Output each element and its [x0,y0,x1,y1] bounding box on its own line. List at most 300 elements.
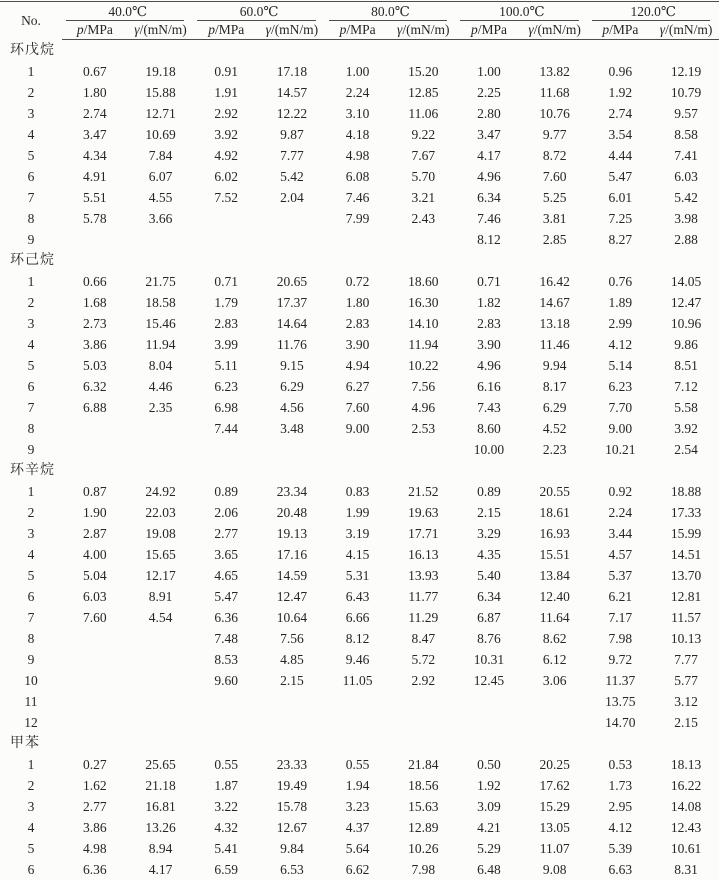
table-row [0,502,719,523]
pressure-value-cell: 2.83 [456,313,522,334]
p-symbol: p [471,22,478,37]
surface-tension-value-cell: 11.76 [259,334,325,355]
section-row [0,460,719,481]
section-label: 环辛烷 [0,460,719,481]
table-row [0,796,719,817]
surface-tension-value-cell: 19.08 [128,523,194,544]
surface-tension-value-cell: 7.56 [259,628,325,649]
surface-tension-value-cell: 11.57 [653,607,719,628]
pressure-value-cell: 0.96 [588,61,654,82]
surface-tension-value-cell: 9.22 [390,124,456,145]
surface-tension-value-cell: 2.04 [259,187,325,208]
row-number: 1 [0,754,62,775]
surface-tension-value-cell: 19.63 [390,502,456,523]
surface-tension-value-cell: 25.65 [128,754,194,775]
surface-tension-value-cell: 14.10 [390,313,456,334]
pressure-value-cell: 5.51 [62,187,128,208]
temp-header-60c: 60.0℃ [193,2,324,22]
row-number: 3 [0,313,62,334]
pressure-value-cell: 11.05 [325,670,391,691]
pressure-value-cell: 0.87 [62,481,128,502]
gamma-unit: /(mN/m) [271,22,318,37]
surface-tension-value-cell: 8.04 [128,355,194,376]
pressure-value-cell: 6.03 [62,586,128,607]
pressure-value-cell: 8.12 [456,229,522,250]
pressure-value-cell: 1.80 [62,82,128,103]
surface-tension-value-cell: 6.03 [653,166,719,187]
pressure-value-cell: 2.24 [325,82,391,103]
surface-tension-header [128,21,194,40]
surface-tension-value-cell: 16.22 [653,775,719,796]
table-row [0,565,719,586]
table-row [0,376,719,397]
p-unit: /MPa [478,22,507,37]
pressure-value-cell: 6.21 [588,586,654,607]
pressure-value-cell: 4.92 [193,145,259,166]
pressure-value-cell: 1.99 [325,502,391,523]
row-number: 10 [0,670,62,691]
column-header-no: No. [0,2,62,40]
table-row [0,712,719,733]
pressure-value-cell: 0.55 [193,754,259,775]
surface-tension-value-cell [128,670,194,691]
pressure-value-cell: 1.00 [325,61,391,82]
pressure-value-cell [325,229,391,250]
pressure-value-cell: 4.96 [456,166,522,187]
table-row [0,166,719,187]
surface-tension-value-cell: 17.71 [390,523,456,544]
table-row [0,544,719,565]
pressure-value-cell: 1.80 [325,292,391,313]
surface-tension-value-cell: 4.85 [259,649,325,670]
pressure-value-cell: 5.64 [325,838,391,859]
pressure-value-cell: 1.73 [588,775,654,796]
surface-tension-value-cell: 7.98 [390,859,456,880]
surface-tension-value-cell: 2.23 [522,439,588,460]
pressure-value-cell: 6.87 [456,607,522,628]
surface-tension-header [390,21,456,40]
pressure-value-cell: 2.74 [588,103,654,124]
row-number: 4 [0,334,62,355]
row-number: 1 [0,61,62,82]
pressure-value-cell: 5.11 [193,355,259,376]
surface-tension-value-cell: 14.51 [653,544,719,565]
surface-tension-value-cell [128,439,194,460]
gamma-symbol: γ [134,22,139,37]
surface-tension-value-cell [128,712,194,733]
pressure-value-cell: 5.78 [62,208,128,229]
surface-tension-value-cell: 12.47 [653,292,719,313]
row-number: 3 [0,103,62,124]
surface-tension-value-cell: 17.33 [653,502,719,523]
gamma-unit: /(mN/m) [534,22,581,37]
table-row [0,61,719,82]
pressure-value-cell: 4.37 [325,817,391,838]
pressure-header [588,21,654,40]
surface-tension-value-cell: 3.12 [653,691,719,712]
pressure-value-cell [325,439,391,460]
surface-tension-value-cell: 12.85 [390,82,456,103]
surface-tension-value-cell: 12.47 [259,586,325,607]
pressure-value-cell: 3.86 [62,334,128,355]
pressure-value-cell: 9.72 [588,649,654,670]
surface-tension-value-cell: 18.60 [390,271,456,292]
surface-tension-value-cell: 7.77 [653,649,719,670]
surface-tension-value-cell: 8.31 [653,859,719,880]
surface-tension-value-cell: 3.21 [390,187,456,208]
surface-tension-value-cell: 14.57 [259,82,325,103]
pressure-value-cell: 6.98 [193,397,259,418]
table-row [0,418,719,439]
pressure-value-cell: 3.92 [193,124,259,145]
surface-tension-value-cell: 17.62 [522,775,588,796]
surface-tension-value-cell [128,649,194,670]
surface-tension-value-cell [128,418,194,439]
surface-tension-value-cell: 10.64 [259,607,325,628]
row-number: 6 [0,859,62,880]
pressure-value-cell: 2.77 [193,523,259,544]
surface-tension-value-cell: 10.79 [653,82,719,103]
table-row [0,145,719,166]
surface-tension-value-cell: 12.17 [128,565,194,586]
surface-tension-value-cell: 19.13 [259,523,325,544]
pressure-value-cell: 1.82 [456,292,522,313]
row-number: 12 [0,712,62,733]
pressure-value-cell: 4.12 [588,334,654,355]
surface-tension-value-cell: 3.66 [128,208,194,229]
section-row [0,733,719,754]
surface-tension-value-cell: 18.88 [653,481,719,502]
surface-tension-value-cell: 15.46 [128,313,194,334]
row-number: 8 [0,418,62,439]
pressure-value-cell: 7.46 [456,208,522,229]
pressure-value-cell: 6.59 [193,859,259,880]
pressure-value-cell: 0.71 [456,271,522,292]
surface-tension-value-cell: 18.56 [390,775,456,796]
surface-tension-value-cell: 12.22 [259,103,325,124]
surface-tension-value-cell: 8.17 [522,376,588,397]
header-row-temperatures [0,2,719,22]
surface-tension-value-cell: 11.94 [128,334,194,355]
pressure-value-cell: 7.25 [588,208,654,229]
row-number: 9 [0,439,62,460]
surface-tension-value-cell: 16.81 [128,796,194,817]
pressure-value-cell: 0.50 [456,754,522,775]
pressure-value-cell: 3.09 [456,796,522,817]
surface-tension-value-cell: 8.62 [522,628,588,649]
table-row [0,292,719,313]
pressure-value-cell: 14.70 [588,712,654,733]
pressure-value-cell [325,691,391,712]
pressure-value-cell: 1.91 [193,82,259,103]
pressure-value-cell: 4.00 [62,544,128,565]
pressure-value-cell: 6.32 [62,376,128,397]
row-number: 5 [0,838,62,859]
pressure-value-cell: 2.25 [456,82,522,103]
pressure-value-cell: 7.44 [193,418,259,439]
pressure-value-cell: 1.00 [456,61,522,82]
pressure-value-cell: 3.86 [62,817,128,838]
pressure-value-cell: 1.62 [62,775,128,796]
pressure-header [325,21,391,40]
p-unit: /MPa [84,22,113,37]
pressure-value-cell: 2.15 [456,502,522,523]
surface-tension-value-cell: 10.26 [390,838,456,859]
pressure-value-cell: 8.12 [325,628,391,649]
surface-tension-value-cell: 13.26 [128,817,194,838]
surface-tension-value-cell: 10.13 [653,628,719,649]
row-number: 6 [0,586,62,607]
pressure-value-cell: 0.71 [193,271,259,292]
pressure-value-cell: 1.87 [193,775,259,796]
gamma-symbol: γ [528,22,533,37]
pressure-value-cell: 3.29 [456,523,522,544]
pressure-value-cell: 6.34 [456,187,522,208]
surface-tension-value-cell: 23.33 [259,754,325,775]
table-row [0,754,719,775]
surface-tension-value-cell: 2.92 [390,670,456,691]
surface-tension-value-cell: 12.71 [128,103,194,124]
surface-tension-value-cell: 2.54 [653,439,719,460]
pressure-value-cell: 2.92 [193,103,259,124]
pressure-value-cell: 4.21 [456,817,522,838]
pressure-value-cell: 5.03 [62,355,128,376]
pressure-value-cell [62,418,128,439]
pressure-value-cell: 2.77 [62,796,128,817]
pressure-value-cell: 13.75 [588,691,654,712]
row-number: 7 [0,607,62,628]
surface-tension-value-cell: 11.64 [522,607,588,628]
pressure-value-cell: 11.37 [588,670,654,691]
pressure-value-cell: 2.95 [588,796,654,817]
pressure-value-cell: 0.53 [588,754,654,775]
table-row [0,439,719,460]
surface-tension-value-cell [259,229,325,250]
surface-tension-value-cell: 2.88 [653,229,719,250]
table-row [0,124,719,145]
pressure-value-cell: 0.83 [325,481,391,502]
pressure-value-cell: 4.98 [325,145,391,166]
pressure-header [62,21,128,40]
table-row [0,397,719,418]
surface-tension-value-cell: 5.72 [390,649,456,670]
pressure-value-cell: 0.89 [193,481,259,502]
surface-tension-value-cell: 15.51 [522,544,588,565]
surface-tension-value-cell: 10.69 [128,124,194,145]
pressure-value-cell: 10.31 [456,649,522,670]
pressure-value-cell: 2.87 [62,523,128,544]
pressure-value-cell: 3.90 [456,334,522,355]
table-body [0,40,719,880]
pressure-value-cell: 2.06 [193,502,259,523]
header-row-units [0,21,719,40]
row-number: 2 [0,502,62,523]
surface-tension-value-cell: 11.29 [390,607,456,628]
surface-tension-value-cell: 9.08 [522,859,588,880]
surface-tension-value-cell: 15.88 [128,82,194,103]
p-symbol: p [602,22,609,37]
surface-tension-value-cell: 13.70 [653,565,719,586]
pressure-value-cell: 5.14 [588,355,654,376]
table-row [0,355,719,376]
surface-tension-value-cell: 2.15 [653,712,719,733]
p-symbol: p [77,22,84,37]
surface-tension-value-cell: 9.57 [653,103,719,124]
pressure-value-cell: 6.36 [62,859,128,880]
row-number: 2 [0,82,62,103]
row-number: 7 [0,397,62,418]
pressure-value-cell: 6.43 [325,586,391,607]
pressure-value-cell: 1.92 [456,775,522,796]
table-row [0,208,719,229]
surface-tension-value-cell: 14.64 [259,313,325,334]
pressure-value-cell: 6.27 [325,376,391,397]
gamma-symbol: γ [660,22,665,37]
surface-tension-value-cell: 4.52 [522,418,588,439]
pressure-value-cell: 4.12 [588,817,654,838]
surface-tension-value-cell: 15.78 [259,796,325,817]
surface-tension-value-cell: 15.20 [390,61,456,82]
pressure-value-cell: 8.60 [456,418,522,439]
surface-tension-value-cell: 22.03 [128,502,194,523]
pressure-value-cell: 6.01 [588,187,654,208]
pressure-value-cell: 0.76 [588,271,654,292]
pressure-value-cell: 5.31 [325,565,391,586]
row-number: 1 [0,481,62,502]
pressure-value-cell [62,691,128,712]
surface-tension-value-cell: 2.35 [128,397,194,418]
pressure-value-cell: 3.99 [193,334,259,355]
surface-tension-value-cell: 14.59 [259,565,325,586]
surface-tension-value-cell: 7.84 [128,145,194,166]
surface-tension-value-cell: 4.56 [259,397,325,418]
section-row [0,250,719,271]
row-number: 4 [0,817,62,838]
surface-tension-header [653,21,719,40]
pressure-value-cell: 4.91 [62,166,128,187]
p-symbol: p [208,22,215,37]
pressure-value-cell: 7.17 [588,607,654,628]
pressure-value-cell: 4.32 [193,817,259,838]
pressure-value-cell: 0.66 [62,271,128,292]
row-number: 7 [0,187,62,208]
pressure-value-cell: 9.00 [588,418,654,439]
pressure-value-cell: 3.44 [588,523,654,544]
pressure-value-cell [325,712,391,733]
pressure-value-cell: 4.15 [325,544,391,565]
table-row [0,313,719,334]
pressure-value-cell: 2.80 [456,103,522,124]
surface-tension-value-cell [128,229,194,250]
surface-tension-value-cell: 19.18 [128,61,194,82]
table-row [0,775,719,796]
surface-tension-value-cell: 8.47 [390,628,456,649]
surface-tension-value-cell: 11.06 [390,103,456,124]
pressure-header [193,21,259,40]
pressure-value-cell: 7.99 [325,208,391,229]
pressure-value-cell: 5.47 [193,586,259,607]
surface-tension-value-cell: 11.77 [390,586,456,607]
pressure-value-cell: 7.52 [193,187,259,208]
pressure-value-cell: 4.57 [588,544,654,565]
surface-tension-value-cell: 13.18 [522,313,588,334]
surface-tension-value-cell: 7.67 [390,145,456,166]
pressure-value-cell [193,691,259,712]
surface-tension-value-cell [259,712,325,733]
pressure-value-cell [62,229,128,250]
pressure-value-cell: 1.89 [588,292,654,313]
surface-tension-value-cell: 8.91 [128,586,194,607]
surface-tension-value-cell: 4.96 [390,397,456,418]
pressure-value-cell: 4.96 [456,355,522,376]
surface-tension-value-cell [390,691,456,712]
section-label: 环己烷 [0,250,719,271]
pressure-value-cell: 6.48 [456,859,522,880]
surface-tension-value-cell: 7.12 [653,376,719,397]
pressure-value-cell: 2.24 [588,502,654,523]
pressure-value-cell: 0.67 [62,61,128,82]
surface-tension-value-cell: 10.96 [653,313,719,334]
pressure-value-cell [193,208,259,229]
pressure-value-cell: 3.90 [325,334,391,355]
pressure-value-cell: 8.76 [456,628,522,649]
pressure-header [456,21,522,40]
surface-tension-value-cell: 9.87 [259,124,325,145]
surface-tension-value-cell: 15.65 [128,544,194,565]
pressure-value-cell: 9.00 [325,418,391,439]
pressure-value-cell: 7.48 [193,628,259,649]
surface-tension-value-cell: 10.61 [653,838,719,859]
surface-tension-value-cell: 18.58 [128,292,194,313]
pressure-value-cell: 3.54 [588,124,654,145]
surface-tension-value-cell: 11.07 [522,838,588,859]
pressure-value-cell: 3.47 [62,124,128,145]
row-number: 8 [0,628,62,649]
surface-tension-value-cell: 5.70 [390,166,456,187]
surface-tension-value-cell [128,628,194,649]
table-row [0,229,719,250]
surface-tension-value-cell: 10.22 [390,355,456,376]
surface-tension-value-cell: 13.05 [522,817,588,838]
surface-tension-value-cell: 8.94 [128,838,194,859]
pressure-value-cell: 7.46 [325,187,391,208]
surface-tension-value-cell: 4.17 [128,859,194,880]
surface-tension-value-cell: 8.58 [653,124,719,145]
surface-tension-value-cell: 24.92 [128,481,194,502]
table-row [0,187,719,208]
pressure-value-cell: 5.47 [588,166,654,187]
surface-tension-value-cell: 12.40 [522,586,588,607]
pressure-value-cell: 8.27 [588,229,654,250]
row-number: 9 [0,649,62,670]
table-row [0,523,719,544]
surface-tension-value-cell [522,712,588,733]
surface-tension-value-cell: 16.30 [390,292,456,313]
surface-tension-value-cell: 4.54 [128,607,194,628]
section-label: 甲苯 [0,733,719,754]
row-number: 9 [0,229,62,250]
row-number: 4 [0,544,62,565]
gamma-symbol: γ [397,22,402,37]
paper-data-table-page [0,1,719,880]
surface-tension-value-cell: 11.68 [522,82,588,103]
surface-tension-header [259,21,325,40]
pressure-value-cell: 6.23 [193,376,259,397]
surface-tension-value-cell: 12.89 [390,817,456,838]
pressure-value-cell: 7.60 [325,397,391,418]
temp-header-120c: 120.0℃ [588,2,719,22]
surface-tension-value-cell: 10.76 [522,103,588,124]
